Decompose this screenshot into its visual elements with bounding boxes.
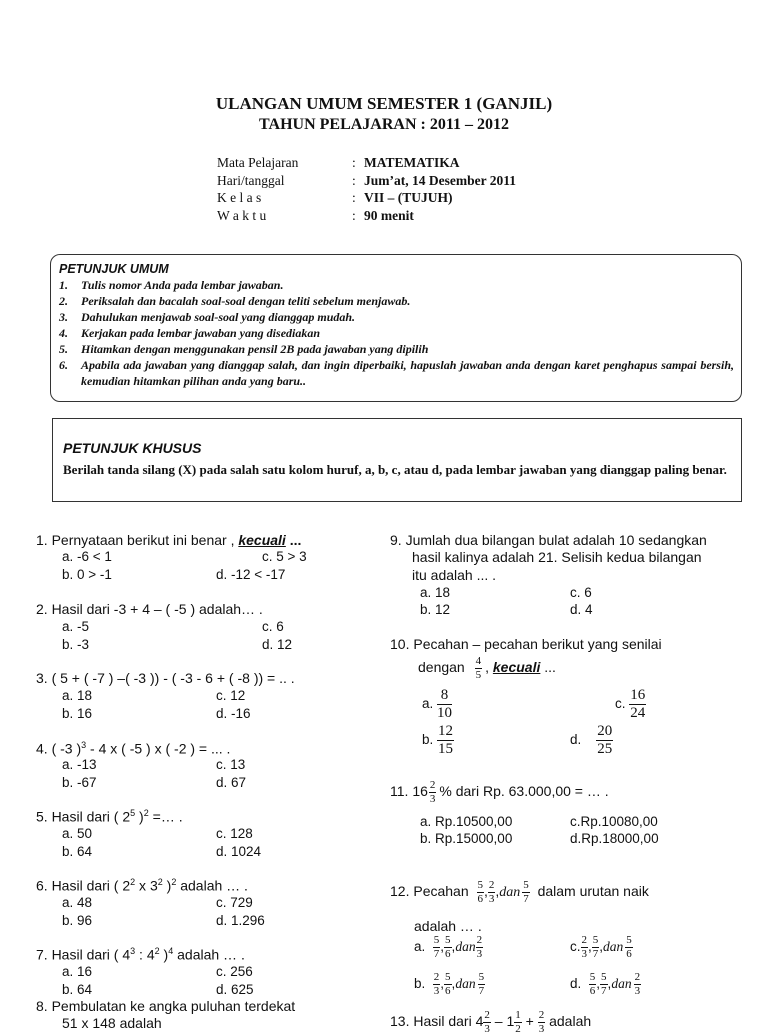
stem-text: 11. 16 bbox=[390, 783, 428, 800]
denominator: 15 bbox=[438, 741, 454, 757]
option-c[interactable]: c. 5 > 3 bbox=[262, 549, 307, 564]
exponent: 3 bbox=[81, 740, 87, 750]
fraction: $\frac{2}{3}$ bbox=[433, 971, 440, 997]
fraction: $\frac{5}{6}$ bbox=[445, 971, 451, 997]
instruction-item bbox=[59, 277, 734, 293]
numerator: 4 bbox=[475, 655, 482, 667]
option-b[interactable]: b. 0 > -1 bbox=[62, 567, 112, 582]
option-a[interactable]: a. 16 bbox=[62, 964, 93, 979]
question-stem: 3. ( 5 + ( -7 ) –( -3 )) - ( -3 - 6 + ( -8 )) = .. . bbox=[36, 670, 295, 686]
option-c[interactable]: c. 256 bbox=[216, 964, 253, 979]
exam-title: ULANGAN UMUM SEMESTER 1 (GANJIL) bbox=[215, 94, 553, 113]
info-value: VII – (TUJUH) bbox=[364, 190, 453, 205]
option-b[interactable] bbox=[422, 724, 454, 757]
fraction: $\frac{2}{3}$ bbox=[538, 1009, 545, 1035]
option-letter: c. bbox=[615, 696, 626, 712]
denominator: 3 bbox=[429, 793, 436, 805]
instruction-text: Periksalah dan bacalah soal-soal dengan teliti sebelum menjawab. bbox=[81, 294, 411, 308]
question-stem: 8. Pembulatan ke angka puluhan terdekat bbox=[36, 998, 296, 1014]
info-label: Hari/tanggal bbox=[217, 173, 285, 188]
instruction-item bbox=[59, 357, 734, 389]
fraction bbox=[475, 656, 483, 681]
special-instructions-box bbox=[52, 418, 742, 502]
info-value: MATEMATIKA bbox=[364, 155, 460, 170]
stem-text: 1. Pernyataan berikut ini benar , bbox=[36, 532, 239, 548]
fraction: $\frac{2}{3}$ bbox=[634, 971, 641, 997]
option-d[interactable] bbox=[570, 724, 613, 757]
fraction: $\frac{5}{7}$ bbox=[523, 879, 529, 905]
fraction: $\frac{5}{6}$ bbox=[589, 971, 596, 997]
option-a[interactable]: a. 18 bbox=[420, 585, 451, 600]
question-stem-line2: 51 x 148 adalah bbox=[62, 1015, 162, 1031]
question-stem-line2 bbox=[418, 656, 556, 681]
option-d[interactable]: d. -12 < -17 bbox=[216, 567, 286, 582]
academic-year: TAHUN PELAJARAN : 2011 – 2012 bbox=[259, 116, 509, 133]
instruction-text: Dahulukan menjawab soal-soal yang dianggap mudah. bbox=[81, 310, 356, 324]
option-c[interactable]: c. 729 bbox=[216, 895, 253, 910]
option-d[interactable]: d. 625 bbox=[216, 982, 254, 997]
instruction-text: Tulis nomor Anda pada lembar jawaban. bbox=[81, 278, 284, 292]
stem-text: 13. Hasil dari 4 bbox=[390, 1013, 484, 1030]
option-c[interactable]: c. 6 bbox=[262, 619, 284, 634]
stem-text: adalah … . bbox=[173, 946, 245, 963]
option-letter: a. bbox=[422, 696, 434, 712]
stem-text: dengan bbox=[418, 659, 465, 676]
option-a[interactable]: a. Rp.10500,00 bbox=[420, 814, 513, 829]
general-instructions-heading: PETUNJUK UMUM bbox=[59, 262, 169, 276]
info-colon: : bbox=[352, 155, 356, 170]
option-b[interactable]: b. 64 bbox=[62, 844, 93, 859]
option-c[interactable]: c.Rp.10080,00 bbox=[570, 814, 658, 829]
option-b[interactable]: b. 96 bbox=[62, 913, 93, 928]
stem-text: - 4 x ( -5 ) x ( -2 ) = ... . bbox=[86, 740, 231, 757]
question-stem: 9. Jumlah dua bilangan bulat adalah 10 sedangkan bbox=[390, 532, 707, 548]
info-colon: : bbox=[352, 190, 356, 205]
option-a[interactable]: a. $\frac{5}{7}$ , $\frac{5}{6}$ ,dan $\frac{2}{3}$ bbox=[414, 934, 483, 960]
fraction bbox=[437, 688, 452, 721]
option-b[interactable]: b. Rp.15000,00 bbox=[420, 831, 513, 846]
instruction-text: Hitamkan dengan menggunakan pensil 2B pada jawaban yang dipilih bbox=[81, 342, 429, 356]
numerator: 16 bbox=[630, 687, 646, 703]
exponent: 2 bbox=[130, 877, 136, 887]
option-b[interactable]: b. 12 bbox=[420, 602, 451, 617]
dan-word: dan bbox=[611, 976, 632, 992]
stem-text: x 3 bbox=[135, 877, 158, 894]
info-colon: : bbox=[352, 208, 356, 223]
option-letter: b. bbox=[414, 976, 426, 992]
info-label: W a k t u bbox=[217, 208, 267, 223]
info-value: 90 menit bbox=[364, 208, 414, 223]
option-letter: d. bbox=[570, 976, 582, 992]
stem-text: dalam urutan naik bbox=[537, 883, 649, 900]
general-instructions-list bbox=[59, 277, 734, 389]
option-d[interactable]: d. 12 bbox=[262, 637, 293, 652]
numerator: 8 bbox=[437, 688, 452, 705]
instruction-number: 4. bbox=[59, 326, 68, 340]
exponent: 5 bbox=[130, 808, 136, 818]
option-b[interactable]: b. 64 bbox=[62, 982, 93, 997]
exponent: 2 bbox=[154, 946, 160, 956]
kecuali-emphasis: kecuali bbox=[238, 532, 286, 548]
special-instructions-heading: PETUNJUK KHUSUS bbox=[63, 440, 202, 456]
option-a[interactable]: a. -6 < 1 bbox=[62, 549, 112, 564]
fraction: $\frac{5}{7}$ bbox=[433, 934, 440, 960]
instruction-item bbox=[59, 341, 734, 357]
option-a[interactable]: a. -13 bbox=[62, 757, 97, 772]
numerator: 20 bbox=[597, 723, 613, 739]
option-c[interactable]: c. 13 bbox=[216, 757, 246, 772]
stem-text: ) bbox=[162, 877, 172, 894]
option-b[interactable]: b. -67 bbox=[62, 775, 97, 790]
stem-text: 4. ( -3 ) bbox=[36, 740, 82, 757]
option-b[interactable]: b. $\frac{2}{3}$ , $\frac{5}{6}$ ,dan $\frac{5}{7}$ bbox=[414, 971, 485, 997]
fraction: $\frac{5}{6}$ bbox=[445, 934, 451, 960]
info-label: K e l a s bbox=[217, 190, 262, 205]
option-c[interactable] bbox=[615, 688, 646, 721]
option-letter: c. bbox=[570, 939, 581, 955]
instruction-item bbox=[59, 309, 734, 325]
instruction-item bbox=[59, 293, 734, 309]
instruction-number: 1. bbox=[59, 278, 68, 292]
info-row-subject bbox=[0, 155, 768, 172]
info-row-time bbox=[0, 208, 768, 225]
question-stem: 2. Hasil dari -3 + 4 – ( -5 ) adalah… . bbox=[36, 601, 263, 617]
option-d[interactable]: d.Rp.18000,00 bbox=[570, 831, 659, 846]
stem-text: adalah … . bbox=[176, 877, 248, 894]
option-a[interactable]: a. 48 bbox=[62, 895, 93, 910]
option-c[interactable]: c. 6 bbox=[570, 585, 592, 600]
stem-text: 6. Hasil dari ( 2 bbox=[36, 877, 131, 894]
instruction-number: 5. bbox=[59, 342, 68, 356]
stem-text: , bbox=[485, 659, 489, 676]
stem-text: ) bbox=[159, 946, 169, 963]
question-stem-line3: itu adalah ... . bbox=[412, 567, 497, 583]
info-value: Jum’at, 14 Desember 2011 bbox=[364, 173, 516, 188]
stem-dots: ... bbox=[540, 659, 556, 676]
dan-word: dan bbox=[499, 885, 521, 901]
stem-dots: ... bbox=[285, 532, 302, 548]
option-b[interactable]: b. -3 bbox=[62, 637, 90, 652]
exponent: 4 bbox=[168, 946, 174, 956]
question-stem bbox=[390, 780, 609, 805]
question-stem-line2: hasil kalinya adalah 21. Selisih kedua bilangan bbox=[412, 549, 702, 565]
stem-text: 5. Hasil dari ( 2 bbox=[36, 808, 131, 825]
question-stem-line2: adalah … . bbox=[414, 918, 482, 934]
instruction-number: 2. bbox=[59, 294, 68, 308]
numerator: 12 bbox=[438, 723, 454, 739]
option-d[interactable]: d. 1.296 bbox=[216, 913, 265, 928]
fraction: $\frac{2}{3}$ bbox=[484, 1009, 490, 1035]
fraction: $\frac{1}{2}$ bbox=[515, 1009, 521, 1035]
question-stem bbox=[36, 740, 230, 757]
fraction bbox=[596, 724, 613, 757]
fraction: $\frac{5}{7}$ bbox=[592, 934, 599, 960]
option-c[interactable]: c. 128 bbox=[216, 826, 253, 841]
exponent: 2 bbox=[171, 877, 177, 887]
exponent: 3 bbox=[130, 946, 136, 956]
option-a[interactable]: a. 50 bbox=[62, 826, 93, 841]
option-b[interactable]: b. 16 bbox=[62, 706, 93, 721]
dan-word: dan bbox=[455, 939, 476, 955]
fraction: $\frac{5}{7}$ bbox=[478, 971, 485, 997]
fraction bbox=[629, 688, 646, 721]
instruction-number: 6. bbox=[59, 358, 68, 372]
option-d[interactable]: d. 4 bbox=[570, 602, 593, 617]
stem-text: : 4 bbox=[135, 946, 155, 963]
stem-text: ) bbox=[135, 808, 144, 825]
info-row-date bbox=[0, 173, 768, 190]
dan-word: dan bbox=[455, 976, 476, 992]
option-a[interactable]: a. 18 bbox=[62, 688, 93, 703]
exponent: 2 bbox=[157, 877, 163, 887]
question-stem: 13. Hasil dari 4 $\frac{2}{3}$ – 1 $\frac{1}{2}$ + $\frac{2}{3}$ adalah bbox=[390, 1009, 592, 1035]
fraction: $\frac{5}{6}$ bbox=[626, 934, 632, 960]
option-c[interactable]: c. $\frac{2}{3}$ , $\frac{5}{7}$ ,dan $\frac{5}{6}$ bbox=[570, 934, 632, 960]
kecuali-emphasis: kecuali bbox=[492, 659, 541, 676]
stem-text: adalah bbox=[549, 1013, 592, 1030]
question-stem bbox=[36, 532, 301, 548]
fraction: $\frac{2}{3}$ bbox=[476, 934, 483, 960]
instruction-text: Apabila ada jawaban yang dianggap salah, dan ingin diperbaiki, hapuslah jawaban anda dengan karet penghapus sampai bersih, kemudian hitamkan pilihan anda yang baru.. bbox=[81, 358, 734, 388]
denominator: 5 bbox=[475, 669, 482, 681]
option-a[interactable]: a. -5 bbox=[62, 619, 90, 634]
fraction: $\frac{2}{3}$ bbox=[581, 934, 588, 960]
option-d[interactable]: d. -16 bbox=[216, 706, 251, 721]
info-colon: : bbox=[352, 173, 356, 188]
option-d[interactable]: d. $\frac{5}{6}$ , $\frac{5}{7}$ ,dan $\frac{2}{3}$ bbox=[570, 971, 641, 997]
option-c[interactable]: c. 12 bbox=[216, 688, 246, 703]
fraction bbox=[429, 780, 437, 805]
denominator: 24 bbox=[630, 705, 646, 721]
fraction: $\frac{5}{7}$ bbox=[601, 971, 607, 997]
question-stem bbox=[36, 946, 245, 963]
stem-text: 12. Pecahan bbox=[390, 883, 469, 900]
special-instructions-text: Berilah tanda silang (X) pada salah satu kolom huruf, a, b, c, atau d, pada lembar jawaban yang dianggap paling benar. bbox=[63, 462, 727, 477]
option-letter: a. bbox=[414, 939, 426, 955]
stem-text: =… . bbox=[148, 808, 183, 825]
info-label: Mata Pelajaran bbox=[217, 155, 299, 170]
option-letter: b. bbox=[422, 732, 434, 748]
dan-word: dan bbox=[603, 939, 624, 955]
question-stem: 10. Pecahan – pecahan berikut yang senilai bbox=[390, 636, 662, 652]
question-stem bbox=[36, 877, 248, 894]
denominator: 10 bbox=[437, 705, 453, 721]
stem-text: 7. Hasil dari ( 4 bbox=[36, 946, 131, 963]
fraction bbox=[437, 724, 454, 757]
numerator: 2 bbox=[429, 779, 436, 791]
stem-text: % dari Rp. 63.000,00 = … . bbox=[439, 783, 609, 800]
option-d[interactable]: d. 67 bbox=[216, 775, 247, 790]
question-stem bbox=[36, 808, 183, 825]
exponent: 2 bbox=[143, 808, 149, 818]
denominator: 25 bbox=[597, 741, 613, 757]
question-stem: 12. Pecahan $\frac{5}{6}$ , $\frac{2}{3}$ ,dan $\frac{5}{7}$ dalam urutan naik bbox=[390, 879, 649, 905]
fraction: $\frac{2}{3}$ bbox=[488, 879, 495, 905]
general-instructions-box bbox=[50, 254, 742, 402]
option-letter: d. bbox=[570, 732, 582, 748]
option-d[interactable]: d. 1024 bbox=[216, 844, 262, 859]
info-row-class bbox=[0, 190, 768, 207]
option-a[interactable] bbox=[422, 688, 452, 721]
instruction-text: Kerjakan pada lembar jawaban yang disediakan bbox=[81, 326, 321, 340]
fraction: $\frac{5}{6}$ bbox=[477, 879, 484, 905]
instruction-item bbox=[59, 325, 734, 341]
instruction-number: 3. bbox=[59, 310, 68, 324]
